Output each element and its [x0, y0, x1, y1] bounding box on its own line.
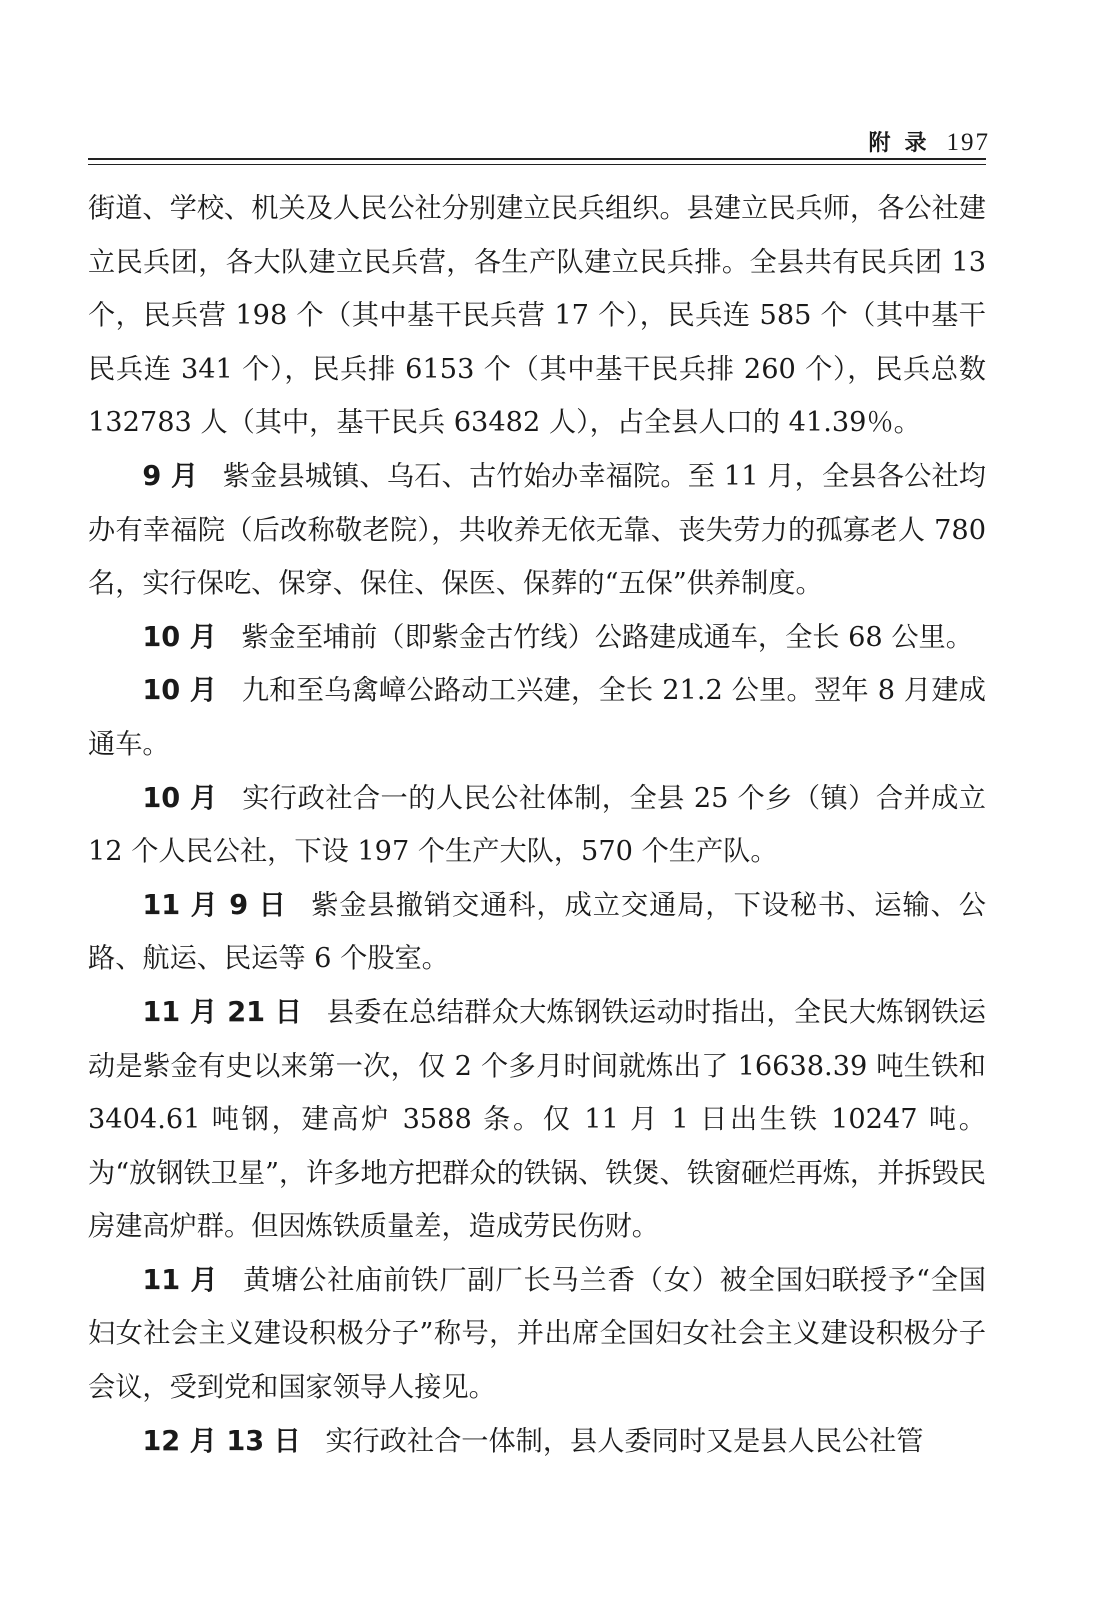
- entry: [88, 879, 986, 986]
- section-title: 附录: [868, 131, 941, 156]
- entry: [88, 1254, 986, 1415]
- entry-date: 11 月 21 日: [142, 996, 303, 1028]
- chronicle-body: [88, 182, 986, 1468]
- entry-continued: [88, 182, 986, 450]
- entry: [88, 1415, 986, 1469]
- entry-date: 11 月: [142, 1264, 219, 1296]
- entry: [88, 450, 986, 611]
- entry: [88, 772, 986, 879]
- entry-text: 紫金至埔前（即紫金古竹线）公路建成通车，全长 68 公里。: [241, 621, 973, 653]
- entry-date: 12 月 13 日: [142, 1425, 301, 1457]
- entry-text: 九和至乌禽嶂公路动工兴建，全长 21.2 公里。翌年 8 月建成通车。: [88, 675, 986, 760]
- entry-date: 11 月 9 日: [142, 889, 287, 921]
- entry-date: 10 月: [142, 621, 217, 653]
- entry-text: 实行政社合一的人民公社体制，全县 25 个乡（镇）合并成立 12 个人民公社，下设 197 个生产大队，570 个生产队。: [88, 782, 986, 868]
- entry-text: 紫金县撤销交通科，成立交通局，下设秘书、运输、公路、航运、民运等 6 个股室。: [88, 889, 986, 975]
- entry-text: 黄塘公社庙前铁厂副厂长马兰香（女）被全国妇联授予“全国妇女社会主义建设积极分子”称号，并出席全国妇女社会主义建设积极分子会议，受到党和国家领导人接见。: [88, 1264, 986, 1404]
- entry: [88, 611, 986, 665]
- entry-date: 10 月: [142, 782, 218, 814]
- page-number: 197: [946, 129, 990, 156]
- entry-text: 街道、学校、机关及人民公社分别建立民兵组织。县建立民兵师，各公社建立民兵团，各大队建立民兵营，各生产队建立民兵排。全县共有民兵团 13 个，民兵营 198 个（其中基干民兵营 17 个），民兵连 585 个（其中基干民兵连 341 个），民兵排 6153 个（其中基干民兵排 260 个），民兵总数 132783 人（其中，基干民兵 63482 人），占全县人口的 41.39％。: [88, 193, 986, 439]
- entry: [88, 986, 986, 1254]
- entry-date: 10 月: [142, 675, 218, 707]
- header-rule-thin: [88, 164, 986, 165]
- entry: [88, 664, 986, 771]
- header-rule-thick: [88, 158, 986, 160]
- entry-date: 9 月: [142, 460, 199, 492]
- entry-text: 实行政社合一体制，县人委同时又是县人民公社管: [325, 1425, 924, 1457]
- entry-text: 紫金县城镇、乌石、古竹始办幸福院。至 11 月，全县各公社均办有幸福院（后改称敬老院），共收养无依无靠、丧失劳力的孤寡老人 780 名，实行保吃、保穿、保住、保医、保葬的“五保”供养制度。: [88, 460, 986, 600]
- running-head: [868, 126, 990, 157]
- entry-text: 县委在总结群众大炼钢铁运动时指出，全民大炼钢铁运动是紫金有史以来第一次，仅 2 个多月时间就炼出了 16638.39 吨生铁和 3404.61 吨钢，建高炉 3588 条。仅 11 月 1 日出生铁 10247 吨。为“放钢铁卫星”，许多地方把群众的铁锅、铁煲、铁窗砸烂再炼，并拆毁民房建高炉群。但因炼铁质量差，造成劳民伤财。: [88, 996, 986, 1243]
